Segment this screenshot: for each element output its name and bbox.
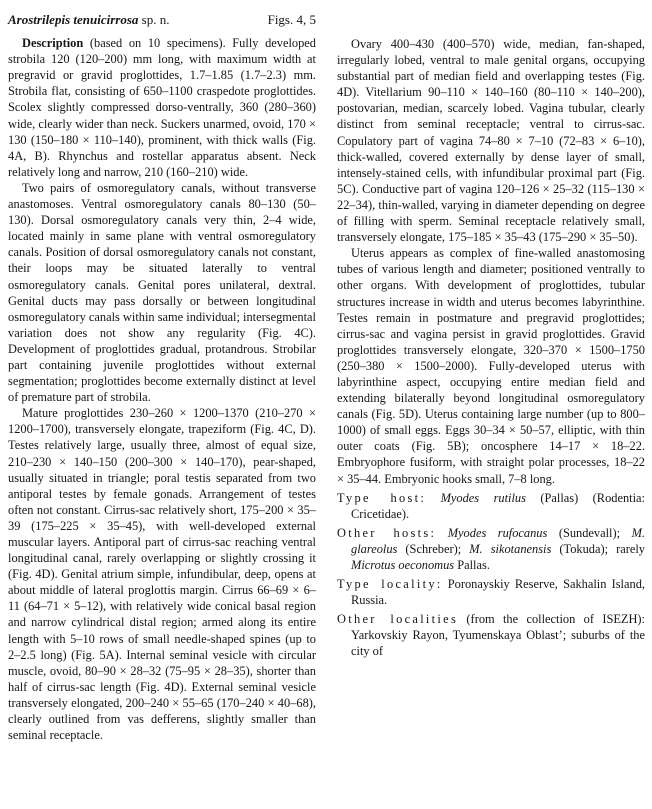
species-rank: sp. n. xyxy=(138,12,170,27)
entry-text: (Sundevall); xyxy=(547,525,632,540)
entry-label: Type host: xyxy=(337,490,427,505)
taxon-name: M. glareolus xyxy=(351,525,645,556)
entry-label: Type locality: xyxy=(337,577,443,592)
mature-proglottides-paragraph: Mature proglottides 230–260 × 1200–1370 (210–270 × 1200–1700), transversely elongate, trapeziform (Fig. 4C, D). Testes relatively large, usually three, almost of equal size, 210–230 × 140–150 (200–300 × 140–170), pear-shaped, usually situated in triangle; poral testis separated from two antiporal testes by female gonads. Arrangement of testes often not constant. Cirrus-sac relatively short, 175–200 × 35–39 (175–225 × 35–45), with well-developed external muscular layers. Antiporal part of cirrus-sac reaching ventral longitudinal canal, rarely overlapping or slightly crossing it (Fig. 4D). Genital atrium simple, infundibular, deep, opens at about middle of lateral proglottis margin. Cirrus 66–69 × 6–11 (64–71 × 5–12), with relatively wide conical basal region and narrow cylindrical distal region; armed along its entire length with 5–10 rows of small needle-shaped spines (up to 2–2.5 long) (Fig. 5A). Internal seminal vesicle with circular muscle, ovoid, 80–90 × 28–32 (75–95 × 28–35), shorter than half of cirrus-sac length (Fig. 4D). External seminal vesicle transversely elongated, 200–240 × 55–65 (170–240 × 40–68), clearly outlined from vas defferens, slightly smaller than seminal receptacle. xyxy=(8,406,316,743)
figs-reference: Figs. 4, 5 xyxy=(267,12,316,27)
entry-text: Poronayskiy Reserve, Sakhalin Island, Russia. xyxy=(351,577,645,608)
type-locality-entry xyxy=(337,576,645,608)
uterus-paragraph: Uterus appears as complex of fine-walled anastomosing tubes of various length and diameter; positioned ventrally to other organs. With development of proglottides, tubular structures increase in width and uterus becomes labyrinthine. Testes remain in postmature and pregravid proglottides; cirrus-sac and vagina persist in gravid proglottides. Gravid proglottides transversely elongate, 320–370 × 1500–1750 (250–380 × 1500–2000). Fully-developed uterus with labyrinthine aspect, occupying entire median field and extending bilaterally beyond longitudinal osmoregulatory canals (Fig. 5D). Uterus containing large number (up to 800–1000) of small eggs. Eggs 30–34 × 50–57, elliptic, with thin outer coats (Fig. 5B); oncosphere 14–17 × 18–22. Embryophore fusiform, with straight polar processes, 18–22 × 35–44. Embryonic hooks small, 7–8 long. xyxy=(337,246,645,486)
taxon-name: Myodes rufocanus xyxy=(447,525,548,540)
description-label: Description xyxy=(22,36,84,51)
entry-text: Pallas. xyxy=(454,558,490,572)
entry-text: (from the collection of ISEZH): Yarkovskiy Rayon, Tyumenskaya Oblast’; suburbs of the city of xyxy=(351,612,646,659)
entry-text: (Schreber); xyxy=(397,541,470,556)
type-host-entry xyxy=(337,490,645,522)
ovary-paragraph: Ovary 400–430 (400–570) wide, median, fan-shaped, irregularly lobed, ventral to male genital organs, occupying substantial part of median field and overlapping testes (Fig. 4D). Vitellarium 90–110 × 140–160 (80–110 × 140–200), postovarian, median, scarcely lobed. Vagina tubular, clearly distinct from seminal receptacle; ventral to cirrus-sac. Copulatory part of vagina 74–80 × 7–10 (72–83 × 6–10), thick-walled, covered externally by dense layer of small, intensely-stained cells, with infundibular proximal part (Fig. 5C). Conductive part of vagina 120–126 × 25–32 (115–130 × 22–34), thin-walled, varying in diameter depending on degree of filling with sperm. Seminal receptacle relatively small, transversely elongate, 175–185 × 35–43 (175–290 × 35–50). xyxy=(337,37,645,245)
other-hosts-entry xyxy=(337,525,645,573)
description-paragraph xyxy=(8,35,316,180)
entry-label: Other hosts: xyxy=(337,525,437,540)
taxon-name: M. sikotanensis xyxy=(469,541,552,556)
species-name: Arostrilepis tenuicirrosa xyxy=(8,12,139,27)
entry-text: (Pallas) (Rodentia: Cricetidae). xyxy=(351,490,645,521)
taxon-name: Microtus oeconomus xyxy=(351,558,455,572)
right-column xyxy=(337,12,645,809)
species-heading xyxy=(8,12,316,28)
entry-text xyxy=(436,526,448,540)
entry-text: (Tokuda); rarely xyxy=(551,541,645,556)
left-column xyxy=(8,12,316,809)
entry-label: Other localities xyxy=(337,612,459,627)
entry-text xyxy=(426,491,440,505)
other-localities-entry xyxy=(337,611,645,659)
description-text: (based on 10 specimens). Fully developed strobila 120 (120–200) mm long, with maximum width at pregravid or gravid proglottides, 1.7–1.85 (1.7–2.3) mm. Strobila flat, consisting of 650–1100 craspedote proglottides. Scolex slightly compressed dorso-ventrally, 360 (280–360) wide, clearly wider than neck. Suckers unarmed, ovoid, 170 × 130 (150–180 × 110–140), prominent, with thick walls (Fig. 4A, B). Rhynchus and rostellar apparatus absent. Neck relatively long and narrow, 210 (160–210) wide. xyxy=(8,36,316,179)
taxon-name: Myodes rutilus xyxy=(440,490,526,505)
osmoregulatory-paragraph: Two pairs of osmoregulatory canals, without transverse anastomoses. Ventral osmoregulatory canals 80–130 (50–130). Dorsal osmoregulatory canals very thin, 2–4 wide, located mainly in same plane with ventral osmoregulatory canals. Position of dorsal osmoregulatory canals not constant, their loops may be situated laterally to ventral osmoregulatory canals. Genital pores unilateral, dextral. Genital ducts may pass dorsally or between longitudinal osmoregulatory canals within same individual; intersegmental variation does not show any regularity (Fig. 4C). Development of proglottides gradual, protandrous. Strobilar part containing juvenile proglottides without external segmentation; proglottides become externally distinct at level of premature part of strobila. xyxy=(8,180,316,405)
